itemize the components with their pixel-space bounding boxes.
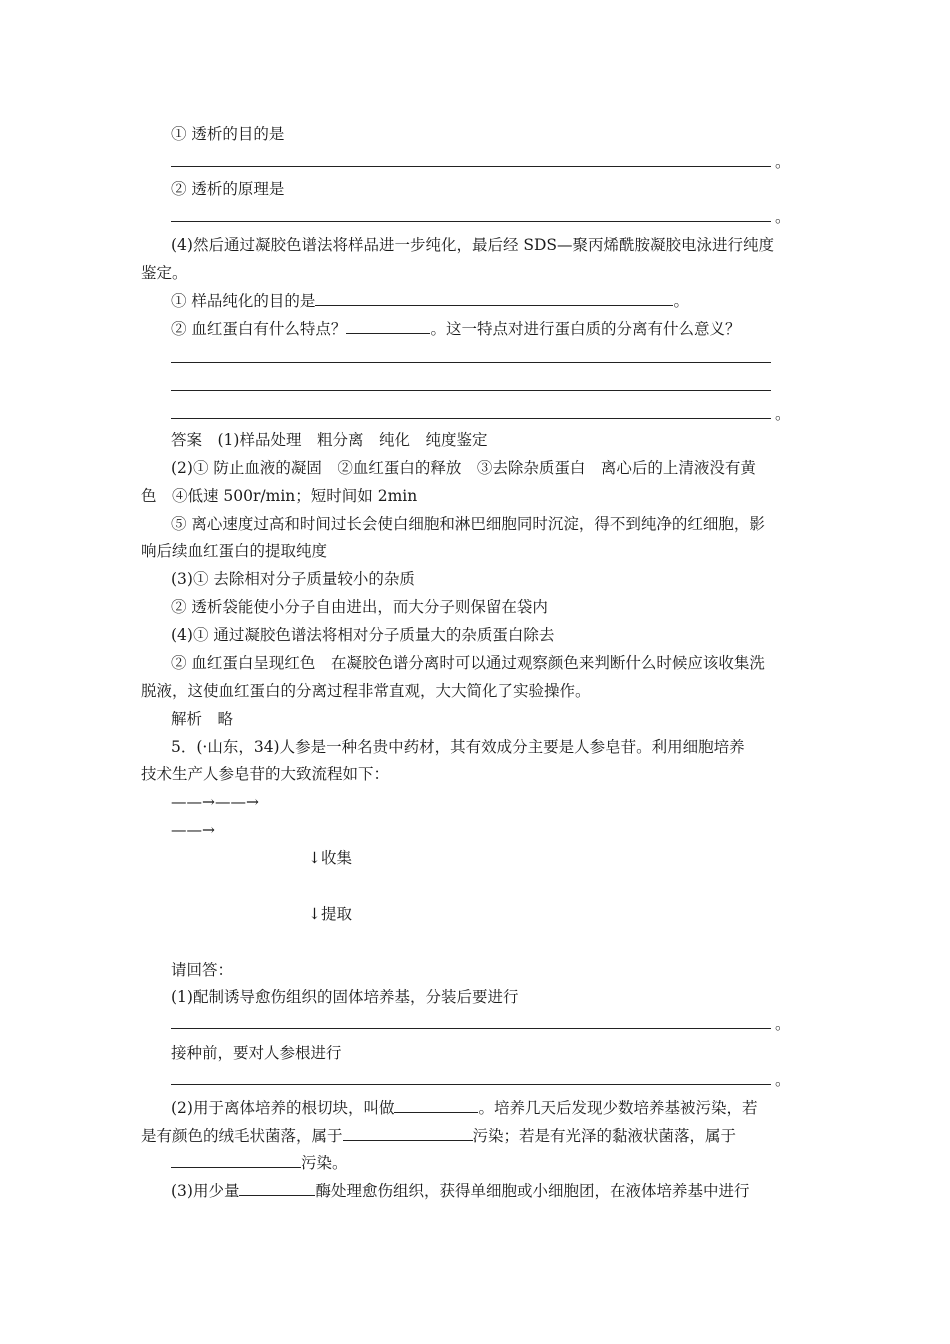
q3-2-text: ② 透析的原理是 xyxy=(171,180,285,198)
q5-2-line3 xyxy=(171,1153,348,1173)
q4-2-label-a: ② 血红蛋白有什么特点？ xyxy=(171,320,347,338)
fill-blank xyxy=(239,1181,315,1196)
flow-collect: ↓收集 xyxy=(308,849,352,867)
period-mark: 。 xyxy=(775,208,791,226)
fill-blank xyxy=(315,291,673,306)
please-answer: 请回答： xyxy=(171,961,234,979)
answer-1: 答案 (1)样品处理 粗分离 纯化 纯度鉴定 xyxy=(171,431,488,449)
fill-blank xyxy=(343,1126,473,1141)
q5-2-line1 xyxy=(171,1098,757,1118)
answer-3-1: (3)① 去除相对分子质量较小的杂质 xyxy=(171,570,415,588)
q4-2-label-b: 。这一特点对进行蛋白质的分离有什么意义？ xyxy=(430,320,741,338)
answer-line xyxy=(171,362,771,363)
q5-1-text-b: 接种前，要对人参根进行 xyxy=(171,1044,342,1062)
answer-2-line2: 色 ④低速 500r/min；短时间如 2min xyxy=(141,487,418,505)
q5-2-label-a: (2)用于离体培养的根切块，叫做 xyxy=(171,1099,395,1117)
q5-2-label-e: 污染。 xyxy=(301,1154,348,1172)
analysis: 解析 略 xyxy=(171,710,234,728)
q5-2-label-c: 是有颜色的绒毛状菌落，属于 xyxy=(141,1127,343,1145)
answer-line xyxy=(171,1028,771,1029)
answer-line xyxy=(171,418,771,419)
answer-4-1: (4)① 通过凝胶色谱法将相对分子质量大的杂质蛋白除去 xyxy=(171,626,555,644)
q5-1-text: (1)配制诱导愈伤组织的固体培养基，分装后要进行 xyxy=(171,988,519,1006)
period-mark: 。 xyxy=(775,405,791,423)
period-mark: 。 xyxy=(775,153,791,171)
q5-2-label-b: 。培养几天后发现少数培养基被污染，若 xyxy=(478,1099,758,1117)
answer-line xyxy=(171,221,771,222)
flow-arrows-1: ——→——→ xyxy=(171,793,259,811)
q3-1-text: ① 透析的目的是 xyxy=(171,125,285,143)
answer-2-5-line2: 响后续血红蛋白的提取纯度 xyxy=(141,542,328,560)
q4-2-text xyxy=(171,319,740,339)
answer-4-2-line2: 脱液，这使血红蛋白的分离过程非常直观，大大简化了实验操作。 xyxy=(141,682,591,700)
q5-2-label-d: 污染；若是有光泽的黏液状菌落，属于 xyxy=(472,1127,737,1145)
q4-1-label: ① 样品纯化的目的是 xyxy=(171,292,316,310)
answer-2-5-line1: ⑤ 离心速度过高和时间过长会使白细胞和淋巴细胞同时沉淀，得不到纯净的红细胞，影 xyxy=(171,515,765,533)
period-mark: 。 xyxy=(775,1015,791,1033)
q5-line1: 5．(·山东，34)人参是一种名贵中药材，其有效成分主要是人参皂苷。利用细胞培养 xyxy=(171,738,745,756)
fill-blank xyxy=(346,319,430,334)
q5-2-line2 xyxy=(141,1126,736,1146)
q5-3-line1 xyxy=(171,1181,749,1201)
answer-3-2: ② 透析袋能使小分子自由进出，而大分子则保留在袋内 xyxy=(171,598,548,616)
answer-line xyxy=(171,1084,771,1085)
q5-3-label-b: 酶处理愈伤组织，获得单细胞或小细胞团，在液体培养基中进行 xyxy=(315,1182,750,1200)
period-mark: 。 xyxy=(775,1071,791,1089)
q5-3-label-a: (3)用少量 xyxy=(171,1182,240,1200)
q4-text-line1: (4)然后通过凝胶色谱法将样品进一步纯化，最后经 SDS—聚丙烯酰胺凝胶电泳进行纯度 xyxy=(171,236,775,254)
flow-extract: ↓提取 xyxy=(308,905,352,923)
q5-line2: 技术生产人参皂苷的大致流程如下： xyxy=(141,765,390,783)
answer-line xyxy=(171,390,771,391)
answer-line xyxy=(171,166,771,167)
period-mark: 。 xyxy=(673,292,689,310)
q4-1-text xyxy=(171,291,689,311)
flow-arrows-2: ——→ xyxy=(171,821,215,839)
answer-4-2-line1: ② 血红蛋白呈现红色 在凝胶色谱分离时可以通过观察颜色来判断什么时候应该收集洗 xyxy=(171,654,765,672)
fill-blank xyxy=(171,1153,301,1168)
q4-text-line2: 鉴定。 xyxy=(141,264,188,282)
fill-blank xyxy=(394,1098,478,1113)
answer-2-line1: (2)① 防止血液的凝固 ②血红蛋白的释放 ③去除杂质蛋白 离心后的上清液没有黄 xyxy=(171,459,756,477)
